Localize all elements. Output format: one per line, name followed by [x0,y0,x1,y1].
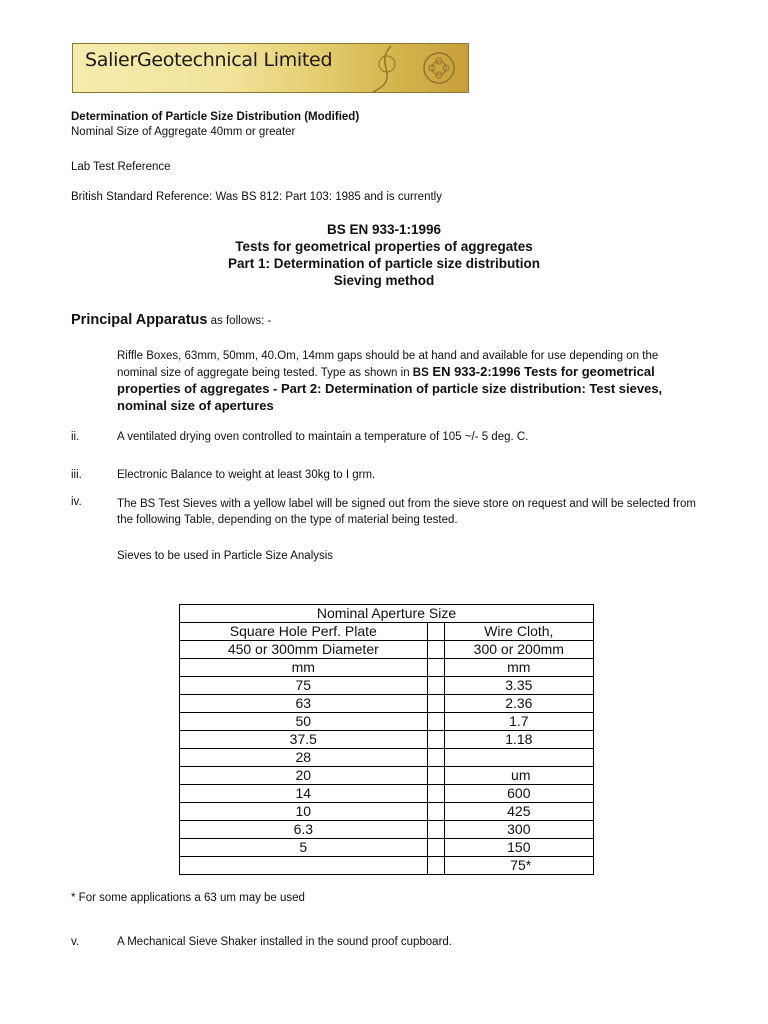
wire-cloth-cell: 1.7 [444,713,593,731]
spacer-cell [427,821,444,839]
wire-cloth-cell: 1.18 [444,731,593,749]
spacer-cell [427,713,444,731]
wire-cloth-cell: mm [444,659,593,677]
apparatus-item-i [117,348,697,415]
wire-cloth-cell: 150 [444,839,593,857]
sieve-table [179,604,594,875]
company-logo-banner [72,43,469,93]
plate-size-cell: Square Hole Perf. Plate [180,623,428,641]
plate-size-cell: 75 [180,677,428,695]
table-row [180,803,594,821]
table-header-row [180,641,594,659]
item-v-text: A Mechanical Sieve Shaker installed in the sound proof cupboard. [117,936,452,948]
spacer-cell [427,767,444,785]
footnote: * For some applications a 63 um may be used [71,892,305,904]
wire-cloth-cell: 3.35 [444,677,593,695]
wire-cloth-cell: 2.36 [444,695,593,713]
plate-size-cell [180,857,428,875]
wire-cloth-cell: um [444,767,593,785]
item-i-bold-text: EN 933-2:1996 Tests for geometrical properties of aggregates - Part 2: Determination of particle size distribution: Test sieves, nominal size of apertures [117,364,663,413]
plate-size-cell: mm [180,659,428,677]
apparatus-heading-line [71,311,271,329]
table-row [180,767,594,785]
spacer-cell [427,659,444,677]
logo-text: SalierGeotechnical Limited [85,49,333,71]
table-row [180,839,594,857]
wire-cloth-cell: 300 or 200mm [444,641,593,659]
item-iii-number: iii. [71,469,82,481]
item-iv-number: iv. [71,496,82,508]
standard-line-4: Sieving method [333,273,435,288]
plate-size-cell: 20 [180,767,428,785]
apparatus-heading-suffix: as follows: - [207,315,272,327]
table-header-row [180,659,594,677]
table-row [180,695,594,713]
spacer-cell [427,857,444,875]
item-v-number: v. [71,936,80,948]
table-row [180,857,594,875]
standard-line-2: Tests for geometrical properties of aggregates [235,239,533,254]
plate-size-cell: 63 [180,695,428,713]
standard-line-1: BS EN 933-1:1996 [326,222,442,237]
item-i-text: Riffle Boxes, 63mm, 50mm, 40.Om, 14mm gaps should be at hand and available for use depending on the nominal size of aggregate being tested. Type as shown in [117,350,659,379]
spacer-cell [427,731,444,749]
plate-size-cell: 450 or 300mm Diameter [180,641,428,659]
document-subtitle: Nominal Size of Aggregate 40mm or greater [71,126,296,138]
spacer-cell [427,785,444,803]
wire-cloth-cell: 600 [444,785,593,803]
wire-cloth-cell: Wire Cloth, [444,623,593,641]
plate-size-cell: 14 [180,785,428,803]
spacer-cell [427,749,444,767]
wire-cloth-cell: 300 [444,821,593,839]
plate-size-cell: 37.5 [180,731,428,749]
table-row [180,731,594,749]
spacer-cell [427,839,444,857]
table-row [180,749,594,767]
item-ii-number: ii. [71,431,80,443]
item-iv-text: The BS Test Sieves with a yellow label will be signed out from the sieve store on request and will be selected from the following Table, depending on the type of material being tested. [117,498,696,526]
spacer-cell [427,623,444,641]
standard-line-3: Part 1: Determination of particle size distribution [227,256,541,271]
item-iii-text: Electronic Balance to weight at least 30kg to I grm. [117,469,376,481]
wire-cloth-cell [444,749,593,767]
british-standard-reference: British Standard Reference: Was BS 812: Part 103: 1985 and is currently [71,191,442,203]
item-ii-text: A ventilated drying oven controlled to maintain a temperature of 105 ~/- 5 deg. C. [117,431,529,443]
spacer-cell [427,677,444,695]
spacer-cell [427,641,444,659]
plate-size-cell: 6.3 [180,821,428,839]
lab-test-reference: Lab Test Reference [71,161,171,173]
sieves-intro: Sieves to be used in Particle Size Analysis [117,550,334,562]
document-title: Determination of Particle Size Distribution (Modified) [71,111,360,123]
table-row [180,785,594,803]
plate-size-cell: 28 [180,749,428,767]
table-row [180,713,594,731]
table-header-row [180,623,594,641]
plate-size-cell: 5 [180,839,428,857]
wire-cloth-cell: 75* [444,857,593,875]
table-title: Nominal Aperture Size [180,605,594,623]
item-i-bs: BS [412,367,429,379]
table-title-row [180,605,594,623]
plate-size-cell: 10 [180,803,428,821]
table-row [180,677,594,695]
plate-size-cell: 50 [180,713,428,731]
spacer-cell [427,695,444,713]
table-row [180,821,594,839]
wire-cloth-cell: 425 [444,803,593,821]
apparatus-heading: Principal Apparatus [71,312,208,328]
spacer-cell [427,803,444,821]
